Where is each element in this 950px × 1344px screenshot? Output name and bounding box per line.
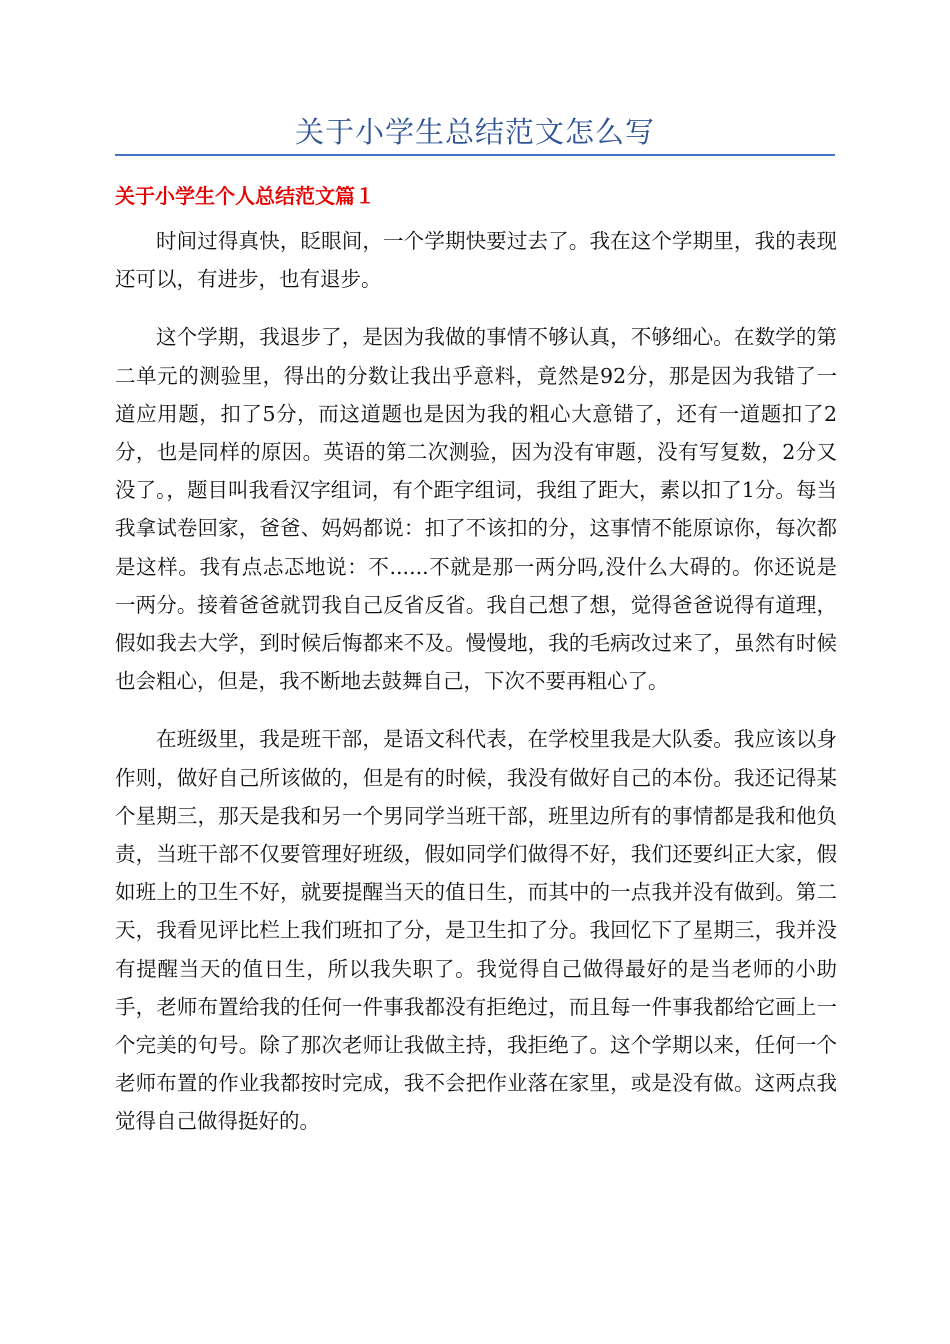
paragraph-3: 在班级里，我是班干部，是语文科代表，在学校里我是大队委。我应该以身作则，做好自己所该做的，但是有的时候，我没有做好自己的本份。我还记得某个星期三，那天是我和另一个男同学当班干部，班里边所有的事情都是我和他负责，当班干部不仅要管理好班级，假如同学们做得不好，我们还要纠正大家，假如班上的卫生不好，就要提醒当天的值日生，而其中的一点我并没有做到。第二天，我看见评比栏上我们班扣了分，是卫生扣了分。我回忆下了星期三，我并没有提醒当天的值日生，所以我失职了。我觉得自己做得最好的是当老师的小助手，老师布置给我的任何一件事我都没有拒绝过，而且每一件事我都给它画上一个完美的句号。除了那次老师让我做主持，我拒绝了。这个学期以来，任何一个老师布置的作业我都按时完成，我不会把作业落在家里，或是没有做。这两点我觉得自己做得挺好的。 — [115, 727, 837, 1134]
section-heading: 关于小学生个人总结范文篇１ — [115, 184, 375, 208]
paragraph-1: 时间过得真快，眨眼间，一个学期快要过去了。我在这个学期里，我的表现还可以，有进步，也有退步。 — [115, 229, 837, 292]
body-text — [115, 222, 837, 1161]
document-title: 关于小学生总结范文怎么写 — [294, 115, 655, 149]
title-underline — [115, 154, 835, 156]
paragraph-2: 这个学期，我退步了，是因为我做的事情不够认真，不够细心。在数学的第二单元的测验里，得出的分数让我出乎意料，竟然是92分，那是因为我错了一道应用题，扣了5分，而这道题也是因为我的粗心大意错了，还有一道题扣了2分，也是同样的原因。英语的第二次测验，因为没有审题，没有写复数，2分又没了。，题目叫我看汉字组词，有个距字组词，我组了距大，素以扣了1分。每当我拿试卷回家，爸爸、妈妈都说：扣了不该扣的分，这事情不能原谅你，每次都是这样。我有点忐忑地说：不......不就是那一两分吗,没什么大碍的。你还说是一两分。接着爸爸就罚我自己反省反省。我自己想了想，觉得爸爸说得有道理，假如我去大学，到时候后悔都来不及。慢慢地，我的毛病改过来了，虽然有时候也会粗心，但是，我不断地去鼓舞自己，下次不要再粗心了。 — [115, 325, 837, 694]
